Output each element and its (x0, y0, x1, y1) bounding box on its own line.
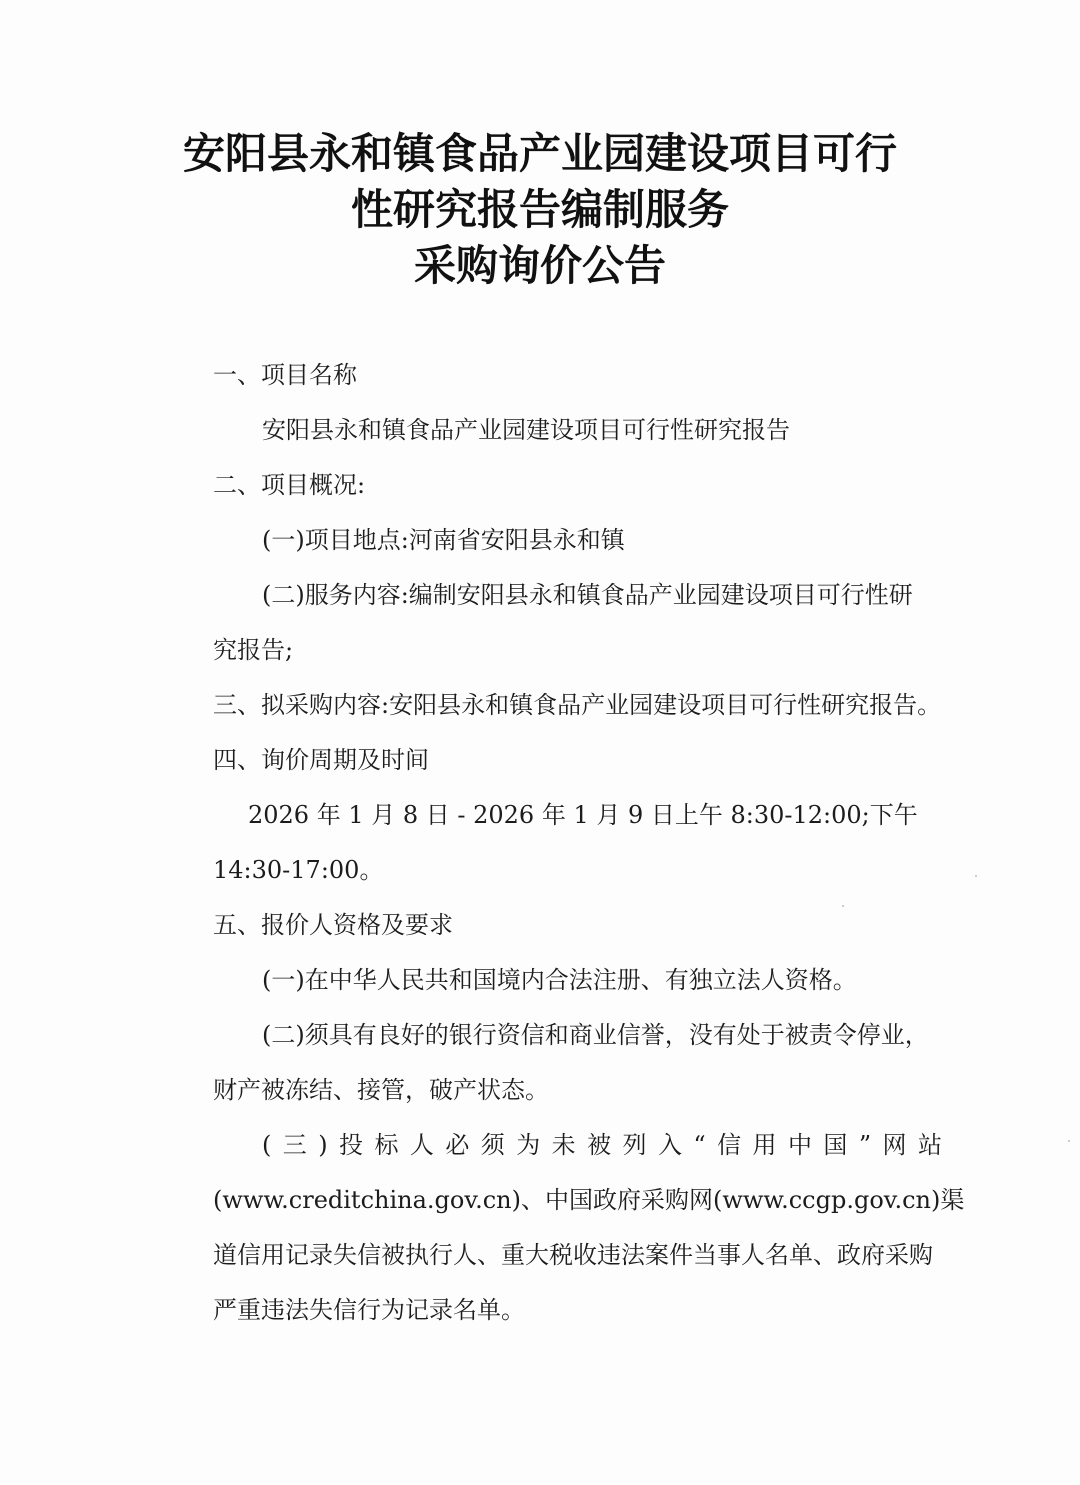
document-title-line-3: 采购询价公告 (413, 241, 666, 290)
section-5-heading: 五、报价人资格及要求 (213, 911, 453, 939)
section-4-line-1: 2026 年 1 月 8 日 - 2026 年 1 月 9 日上午 8:30-12:00;下午 (248, 801, 918, 829)
document-title-line-1: 安阳县永和镇食品产业园建设项目可行 (182, 129, 897, 178)
section-5-item-2-line-1: (二)须具有良好的银行资信和商业信誉，没有处于被责令停业， (262, 1021, 929, 1049)
scan-speck (842, 905, 844, 907)
scan-speck (975, 875, 977, 877)
section-2-item-1: (一)项目地点:河南省安阳县永和镇 (262, 526, 625, 554)
section-2-item-2-line-2: 究报告; (213, 636, 294, 664)
section-1-body: 安阳县永和镇食品产业园建设项目可行性研究报告 (262, 416, 790, 444)
section-5-item-3-line-2: (www.creditchina.gov.cn)、中国政府采购网(www.ccgp.gov.cn)渠 (213, 1186, 965, 1214)
scan-speck (1068, 1140, 1070, 1142)
section-4-line-2: 14:30-17:00。 (213, 856, 384, 884)
section-2-item-2-line-1: (二)服务内容:编制安阳县永和镇食品产业园建设项目可行性研 (262, 581, 913, 609)
section-2-heading: 二、项目概况: (213, 471, 366, 499)
section-5-item-3-line-1: (三)投标人必须为未被列入“信用中国”网站 (262, 1131, 942, 1159)
section-5-item-3-line-3: 道信用记录失信被执行人、重大税收违法案件当事人名单、政府采购 (213, 1241, 933, 1269)
section-4-heading: 四、询价周期及时间 (213, 746, 429, 774)
section-5-item-2-line-2: 财产被冻结、接管，破产状态。 (213, 1076, 549, 1104)
section-1-heading: 一、项目名称 (213, 361, 357, 389)
section-5-item-1: (一)在中华人民共和国境内合法注册、有独立法人资格。 (262, 966, 857, 994)
section-3-line: 三、拟采购内容:安阳县永和镇食品产业园建设项目可行性研究报告。 (213, 691, 942, 719)
document-title-line-2: 性研究报告编制服务 (350, 185, 729, 234)
section-5-item-3-line-4: 严重违法失信行为记录名单。 (213, 1296, 525, 1324)
